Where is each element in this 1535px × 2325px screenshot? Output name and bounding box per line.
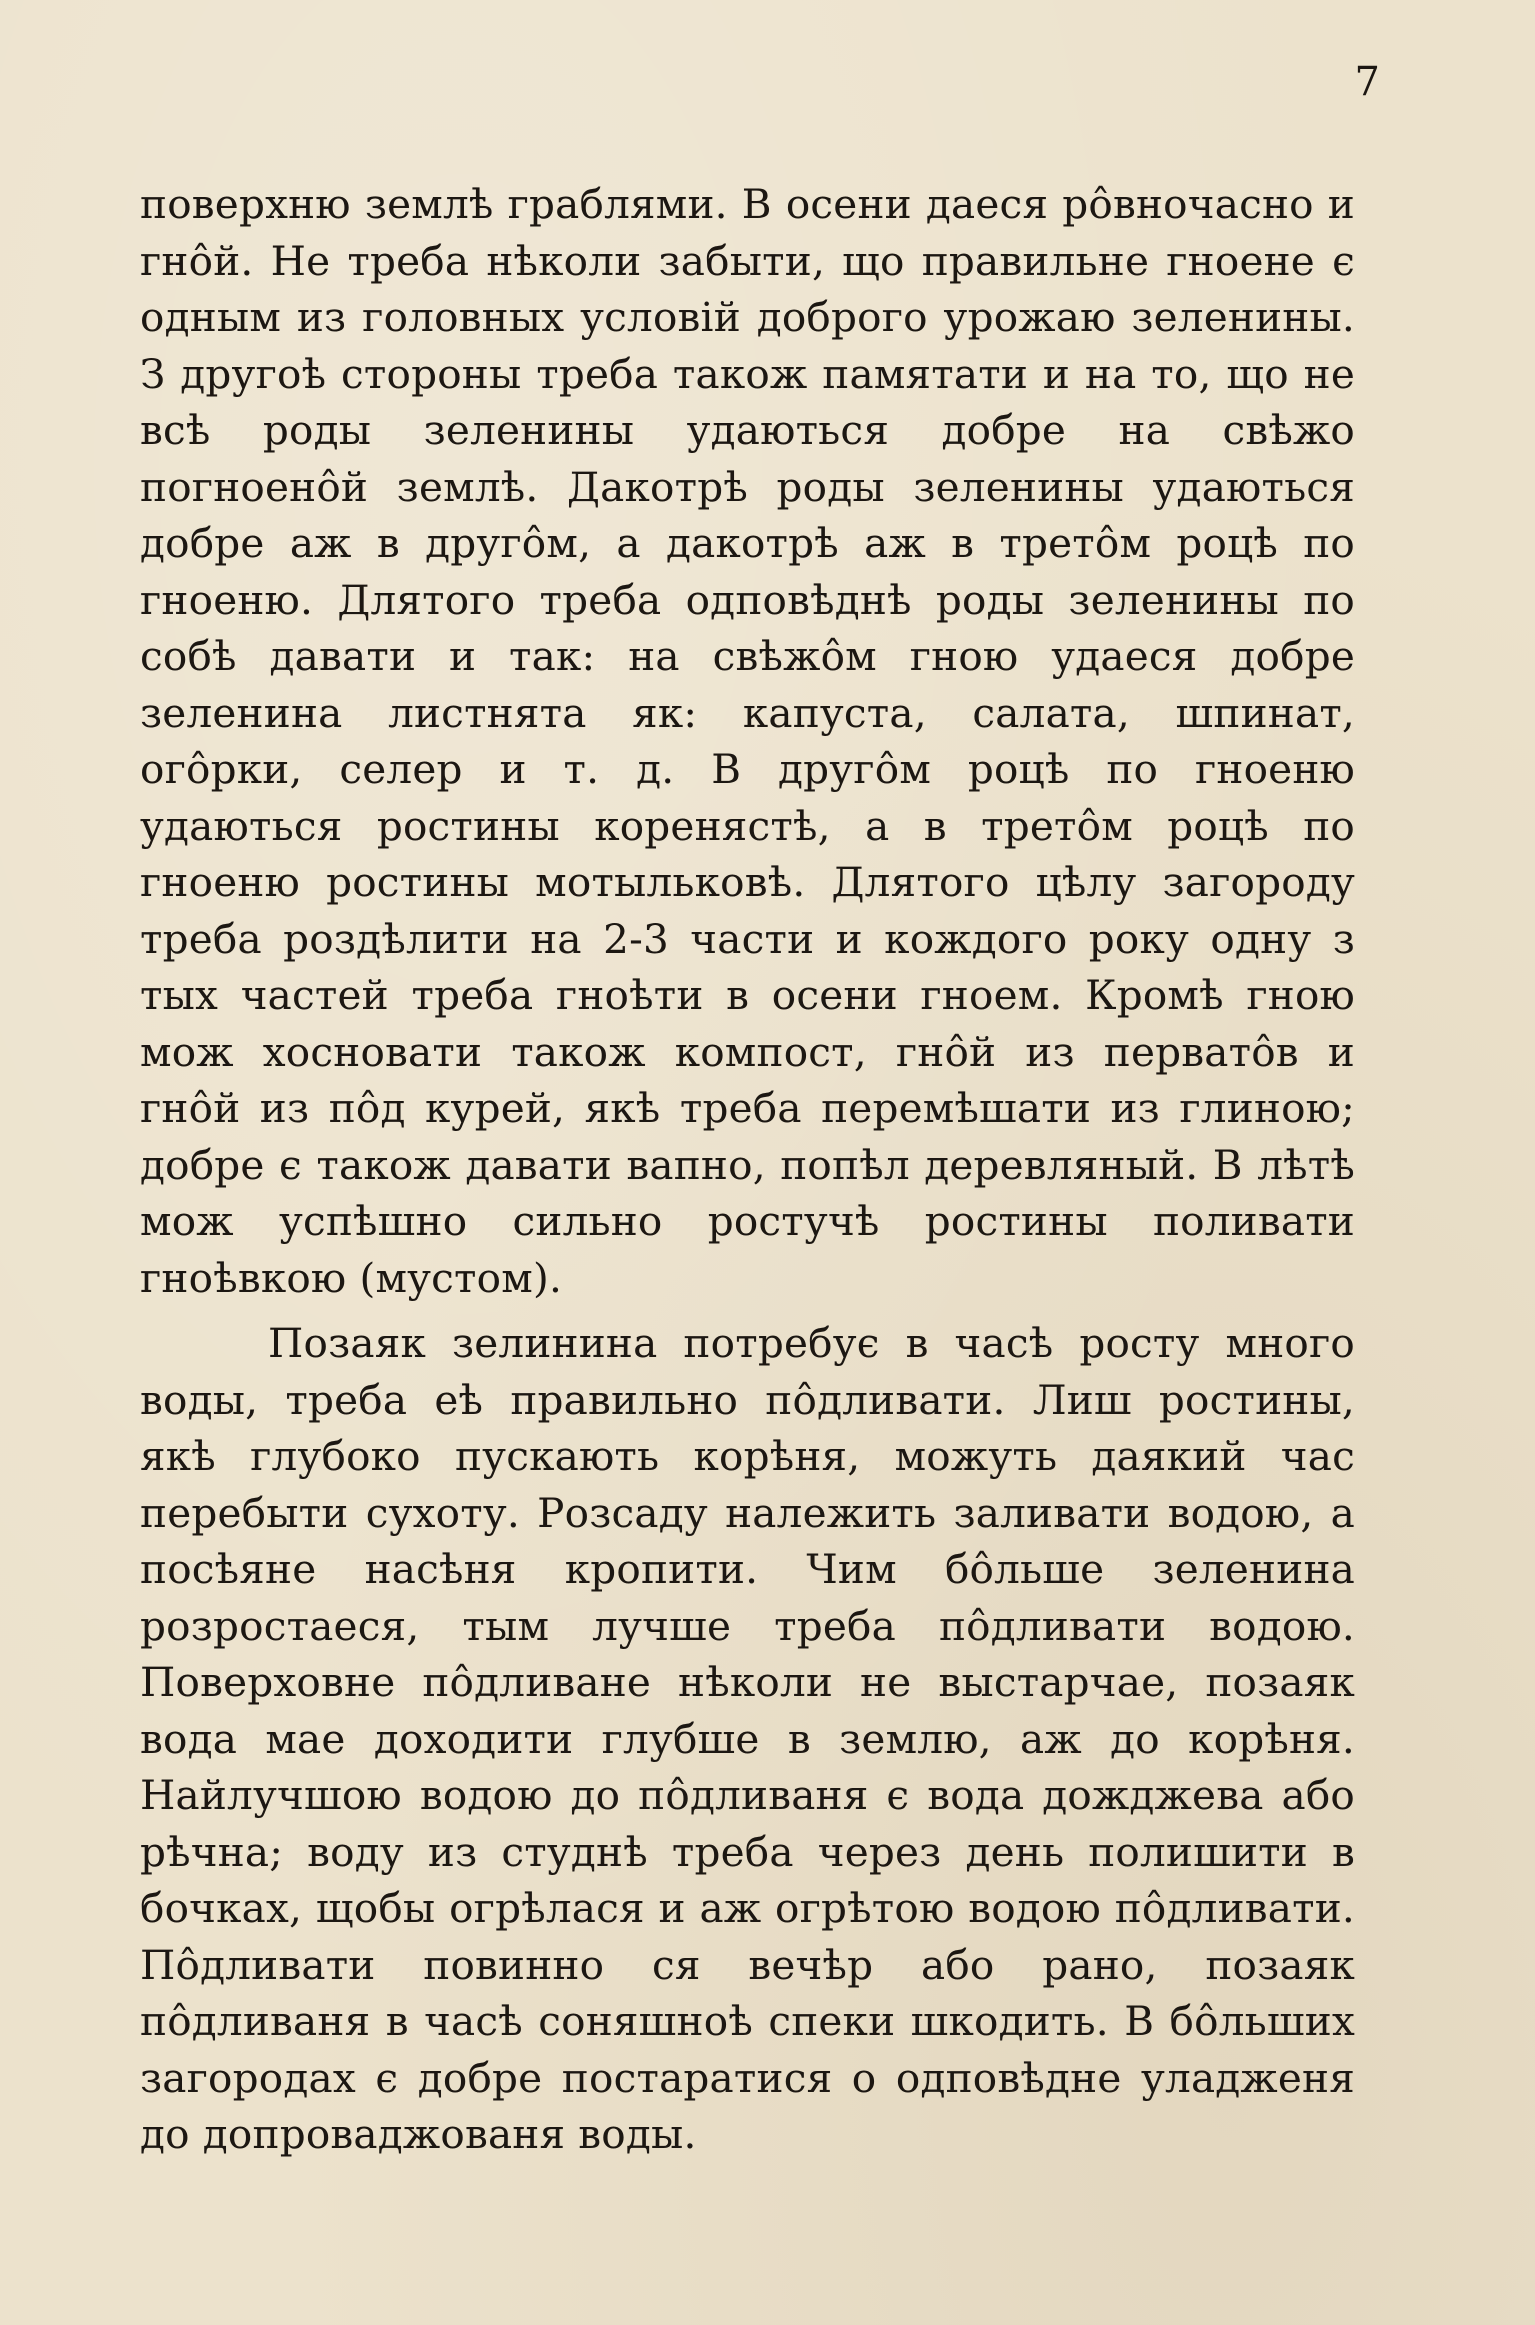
paragraph-watering: Позаяк зелинина потребує в часѣ росту много воды, треба еѣ правильно пôдливати. Лиш ростины, якѣ глубоко пускають корѣня, можуть даякий час перебыти сухоту. Розсаду належить заливати водою, а посѣяне насѣня кропити. Чим бôльше зеленина розростаеся, тым лучше треба пôдливати водою. Поверховне пôдливане нѣколи не выстарчае, позаяк вода мае доходити глубше в землю, аж до корѣня. Найлучшою водою до пôдливаня є вода дожджева або рѣчна; воду из студнѣ треба через день полишити в бочках, щобы огрѣлася и аж огрѣтою водою пôдливати. Пôдливати повинно ся вечѣр або рано, позаяк пôдливаня в часѣ соняшноѣ спеки шкодить. В бôльших загородах є добре постаратися о одповѣдне уладженя до допроваджованя воды. (140, 1319, 1355, 2158)
paragraph-fertilizing: поверхню землѣ граблями. В осени даеся рôвночасно и гнôй. Не треба нѣколи забыти, що правильне гноене є одным из головных условій доброго урожаю зеленины. З другоѣ стороны треба також памятати и на то, що не всѣ роды зеленины удаються добре на свѣжо погноенôй землѣ. Дакотрѣ роды зеленины удаються добре аж в другôм, а дакотрѣ аж в третôм роцѣ по гноеню. Длятого треба одповѣднѣ роды зеленины по собѣ давати и так: на свѣжôм гною удаеся добре зеленина листнята як: капуста, салата, шпинат, огôрки, селер и т. д. В другôм роцѣ по гноеню удаються ростины коренястѣ, а в третôм роцѣ по гноеню ростины мотыльковѣ. Длятого цѣлу загороду треба роздѣлити на 2-3 части и кождого року одну з тых частей треба гноѣти в осени гноем. Кромѣ гною мож хосновати також компост, гнôй из перватôв и гнôй из пôд курей, якѣ треба перемѣшати из глиною; добре є також давати вапно, попѣл деревляный. В лѣтѣ мож успѣшно сильно ростучѣ ростины поливати гноѣвкою (мустом). (140, 180, 1355, 1302)
body-text (140, 176, 1355, 2163)
page-number: 7 (1354, 59, 1380, 105)
